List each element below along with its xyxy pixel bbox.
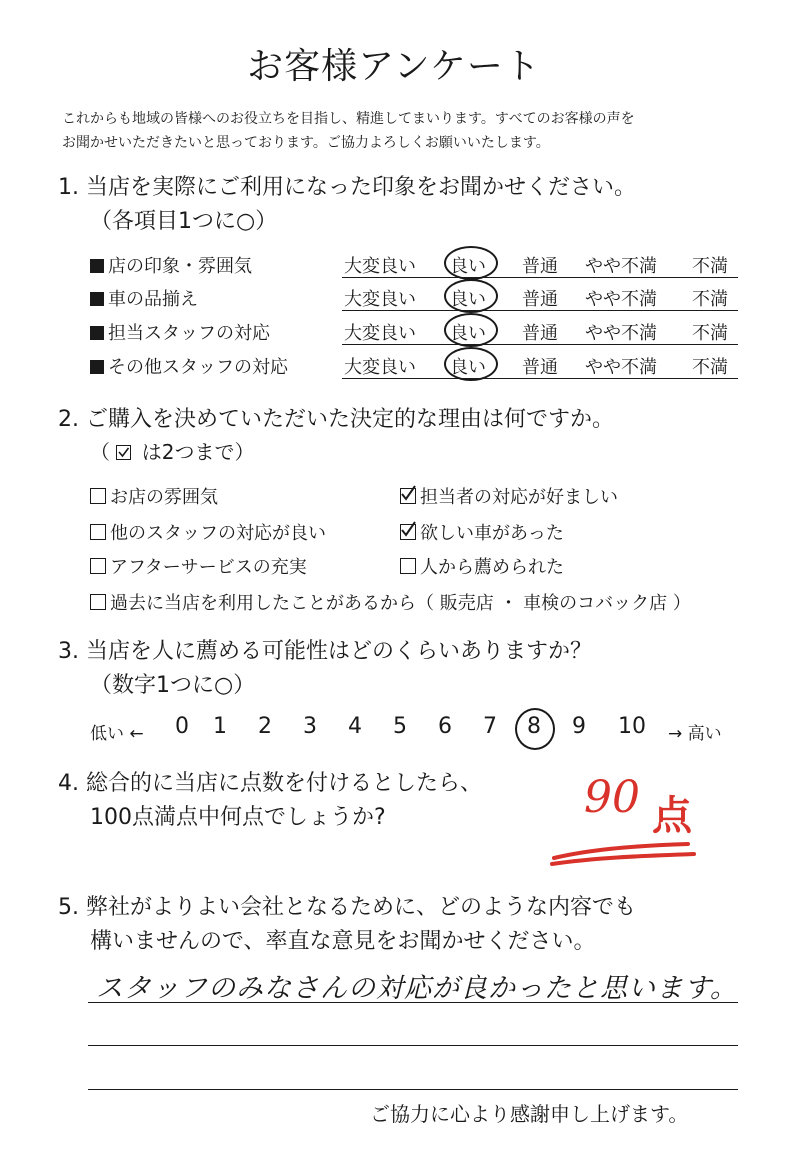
bullet-square-icon bbox=[90, 360, 104, 374]
q5-line-1: 5. 弊社がよりよい会社となるために、どのような内容でも bbox=[58, 895, 636, 920]
q1-option[interactable]: 大変良い bbox=[344, 357, 416, 378]
scale-number[interactable]: 8 bbox=[527, 714, 541, 739]
q1-option[interactable]: 不満 bbox=[692, 323, 728, 344]
q1-row-label-text: 車の品揃え bbox=[108, 289, 198, 310]
intro-line-2: お聞かせいただきたいと思っております。ご協力よろしくお願いいたします。 bbox=[62, 135, 550, 151]
q1-row-underline bbox=[342, 277, 738, 278]
q1-option[interactable]: やや不満 bbox=[585, 289, 657, 310]
q1-option[interactable]: やや不満 bbox=[585, 357, 657, 378]
q1-option[interactable]: 大変良い bbox=[344, 256, 416, 277]
q2-option[interactable] bbox=[400, 483, 618, 509]
bullet-square-icon bbox=[90, 292, 104, 306]
survey-title: お客様アンケート bbox=[247, 46, 541, 87]
q1-sub: （各項目1つに○） bbox=[90, 209, 278, 234]
answer-line-2 bbox=[88, 1045, 738, 1046]
q5-answer: スタッフのみなさんの対応が良かったと思います。 bbox=[96, 973, 738, 1004]
checkbox[interactable] bbox=[90, 524, 106, 540]
q1-row-label bbox=[90, 252, 252, 278]
q1-row-label-text: 店の印象・雰囲気 bbox=[108, 256, 252, 277]
scale-number[interactable]: 9 bbox=[572, 714, 586, 739]
selected-circle-icon bbox=[444, 313, 498, 347]
checkmark-icon[interactable] bbox=[400, 488, 416, 504]
q1-option[interactable]: 不満 bbox=[692, 289, 728, 310]
q1-option[interactable]: 普通 bbox=[522, 357, 558, 378]
intro-line-1: これからも地域の皆様へのお役立ちを目指し、精進してまいります。すべてのお客様の声を bbox=[62, 111, 635, 127]
q2-option[interactable] bbox=[400, 519, 564, 545]
q2-option[interactable] bbox=[90, 553, 307, 579]
checkbox[interactable] bbox=[400, 558, 416, 574]
scale-number[interactable]: 10 bbox=[618, 714, 646, 739]
scale-number[interactable]: 7 bbox=[483, 714, 497, 739]
scale-number[interactable]: 5 bbox=[393, 714, 407, 739]
selected-circle-icon bbox=[444, 347, 498, 381]
q4-line-1: 4. 総合的に当店に点数を付けるとしたら、 bbox=[58, 771, 482, 796]
q2-option[interactable] bbox=[90, 519, 326, 545]
q2-option-label: 人から薦められた bbox=[420, 557, 564, 578]
q2-sub-rest: は2つまで） bbox=[141, 440, 255, 464]
score-number: 90 bbox=[584, 772, 640, 823]
checkmark-icon[interactable] bbox=[400, 524, 416, 540]
scale-high-label: → 高い bbox=[668, 724, 722, 744]
q1-option[interactable]: やや不満 bbox=[585, 256, 657, 277]
q2-option[interactable] bbox=[400, 553, 564, 579]
q1-row-label bbox=[90, 285, 198, 311]
q5-line-2: 構いませんので、率直な意見をお聞かせください。 bbox=[90, 929, 596, 954]
scale-number[interactable]: 3 bbox=[303, 714, 317, 739]
q2-option-past[interactable] bbox=[90, 589, 691, 615]
q1-row-label bbox=[90, 319, 270, 345]
q2-sub bbox=[90, 436, 254, 465]
selected-circle-icon bbox=[515, 708, 555, 750]
q1-row-underline bbox=[342, 378, 738, 379]
answer-line-1 bbox=[88, 1002, 738, 1003]
score-underline-icon bbox=[548, 836, 698, 868]
checkbox-sample-icon bbox=[116, 445, 131, 460]
checkbox[interactable] bbox=[90, 594, 106, 610]
scale-low-label: 低い ← bbox=[90, 724, 144, 744]
q1-option[interactable]: 不満 bbox=[692, 357, 728, 378]
q1-row-underline bbox=[342, 310, 738, 311]
q1-option[interactable]: 普通 bbox=[522, 289, 558, 310]
answer-line-3 bbox=[88, 1089, 738, 1090]
checkbox[interactable] bbox=[90, 558, 106, 574]
selected-circle-icon bbox=[444, 246, 498, 280]
q1-row-label bbox=[90, 353, 288, 379]
q4-line-2: 100点満点中何点でしょうか? bbox=[90, 805, 386, 830]
q2-option-label: 他のスタッフの対応が良い bbox=[110, 523, 326, 544]
scale-number[interactable]: 6 bbox=[438, 714, 452, 739]
q3-sub: （数字1つに○） bbox=[90, 673, 256, 698]
q2-option-past-label: 過去に当店を利用したことがあるから（ 販売店 ・ 車検のコバック店 ） bbox=[110, 593, 691, 614]
q2-sub-open: （ bbox=[90, 440, 110, 464]
q2-option-label: アフターサービスの充実 bbox=[110, 557, 307, 578]
footer-thanks: ご協力に心より感謝申し上げます。 bbox=[370, 1102, 689, 1126]
q1-option[interactable]: 大変良い bbox=[344, 289, 416, 310]
q2-option[interactable] bbox=[90, 483, 218, 509]
q1-option[interactable]: 大変良い bbox=[344, 323, 416, 344]
checkbox[interactable] bbox=[90, 488, 106, 504]
q1-row-underline bbox=[342, 344, 738, 345]
q2-option-label: お店の雰囲気 bbox=[110, 487, 218, 508]
q1-option[interactable]: 普通 bbox=[522, 256, 558, 277]
q2-option-label: 担当者の対応が好ましい bbox=[420, 487, 618, 508]
score-unit: 点 bbox=[652, 793, 692, 839]
q2-text: 2. ご購入を決めていただいた決定的な理由は何ですか。 bbox=[58, 407, 614, 432]
bullet-square-icon bbox=[90, 259, 104, 273]
q1-option[interactable]: 普通 bbox=[522, 323, 558, 344]
q1-option[interactable]: 良い bbox=[450, 289, 486, 310]
q1-option[interactable]: 良い bbox=[450, 256, 486, 277]
selected-circle-icon bbox=[444, 279, 498, 313]
q1-row-label-text: その他スタッフの対応 bbox=[108, 357, 288, 378]
bullet-square-icon bbox=[90, 326, 104, 340]
q1-option[interactable]: やや不満 bbox=[585, 323, 657, 344]
q2-option-label: 欲しい車があった bbox=[420, 523, 564, 544]
q1-option[interactable]: 不満 bbox=[692, 256, 728, 277]
scale-number[interactable]: 1 bbox=[213, 714, 227, 739]
scale-number[interactable]: 4 bbox=[348, 714, 362, 739]
scale-number[interactable]: 0 bbox=[175, 714, 189, 739]
q1-option[interactable]: 良い bbox=[450, 357, 486, 378]
q3-text: 3. 当店を人に薦める可能性はどのくらいありますか？ bbox=[58, 639, 592, 664]
q1-row-label-text: 担当スタッフの対応 bbox=[108, 323, 270, 344]
q1-option[interactable]: 良い bbox=[450, 323, 486, 344]
q1-text: 1. 当店を実際にご利用になった印象をお聞かせください。 bbox=[58, 175, 636, 200]
scale-number[interactable]: 2 bbox=[258, 714, 272, 739]
